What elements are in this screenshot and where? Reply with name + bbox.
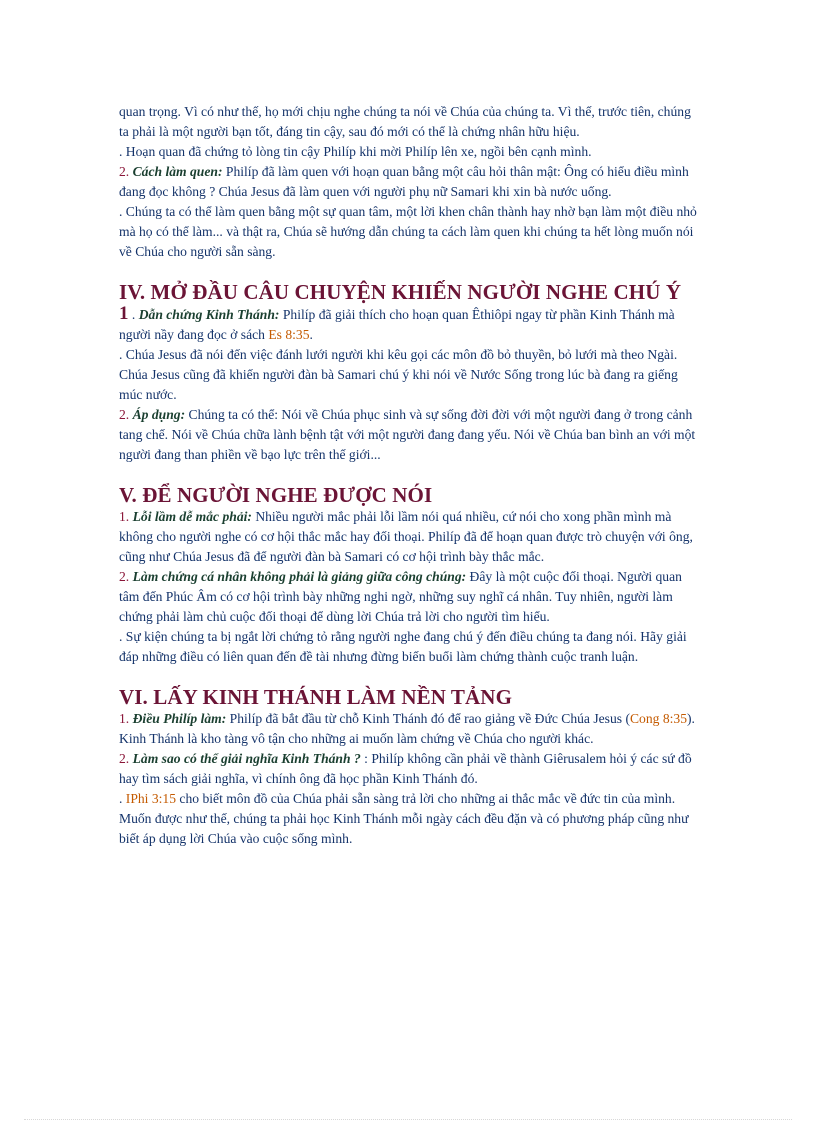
s5-paragraph-2 — [119, 567, 704, 627]
page-bottom-divider — [24, 1119, 792, 1120]
s6-paragraph-1: 1. Điều Philíp làm: Philíp đã bắt đầu từ chỗ Kinh Thánh đó để rao giảng về Đức Chúa Jesus (Cong 8:35). Kinh Thánh là kho tàng vô tận cho những ai muốn làm chứng về Chúa cho người khác. — [119, 711, 695, 746]
intro-paragraph-4: . Chúng ta có thể làm quen bằng một sự quan tâm, một lời khen chân thành hay nhờ bạn làm một điều nhỏ mà họ có thể làm... và thật ra, Chúa sẽ hướng dẫn chúng ta cách làm quen khi chúng ta hết lòng muốn nói về Chúa cho người sẵn sàng. — [119, 204, 697, 259]
item-text: : Philíp không cần phải về thành Giêrusalem hỏi ý các sứ đồ hay tìm sách giải nghĩa, vì chính ông đã học phần Kinh Thánh đó. — [119, 751, 692, 786]
s5-paragraph-1 — [119, 507, 704, 567]
item-label: Làm sao có thể giải nghĩa Kinh Thánh ? — [132, 751, 361, 766]
scripture-reference-link[interactable]: Es 8:35 — [268, 327, 310, 342]
item-number: 1 — [119, 303, 129, 324]
s4-paragraph-2: . Chúa Jesus đã nói đến việc đánh lưới người khi kêu gọi các môn đồ bỏ thuyền, bỏ lưới mà theo Ngài. Chúa Jesus cũng đã khiến người đàn bà Samari chú ý khi nói về Nước Sống trong lúc bà đang ra giếng múc nước. — [119, 347, 678, 402]
item-text: cho biết môn đồ của Chúa phải sẵn sàng trả lời cho những ai thắc mắc về đức tin của mình. Muốn được như thế, chúng ta phải học Kinh Thánh mỗi ngày cách đều đặn và có phương pháp cũng như biết áp dụng lời Chúa vào cuộc sống mình. — [119, 791, 689, 846]
s6-paragraph-2 — [119, 749, 704, 789]
item-number: 1. — [119, 711, 130, 726]
item-label: Điều Philíp làm: — [132, 711, 227, 726]
item-text: Đây là một cuộc đối thoại. Người quan tâm đến Phúc Âm có cơ hội trình bày những nghi ngờ, những suy nghĩ cá nhân. Tuy nhiên, người làm chứng phải làm chủ cuộc đối thoại để dùng lời Chúa trả lời cho người tìm hiểu. — [119, 569, 682, 624]
s4-paragraph-1: 1 . Dẫn chứng Kinh Thánh: Philíp đã giải thích cho hoạn quan Êthiôpi ngay từ phần Kinh Thánh mà người nầy đang đọc ở sách Es 8:35. — [119, 303, 675, 342]
item-label: Lỗi lầm dễ mắc phải: — [132, 509, 252, 524]
scripture-reference-link[interactable]: Cong 8:35 — [629, 711, 688, 726]
item-text: Philíp đã giải thích cho hoạn quan Êthiôpi ngay từ phần Kinh Thánh mà người nầy đang đọc ở sách — [119, 307, 675, 342]
s6-paragraph-3: . IPhi 3:15 cho biết môn đồ của Chúa phải sẵn sàng trả lời cho những ai thắc mắc về đức tin của mình. Muốn được như thế, chúng ta phải học Kinh Thánh mỗi ngày cách đều đặn và có phương pháp cũng như biết áp dụng lời Chúa vào cuộc sống mình. — [119, 791, 689, 846]
item-number: 2. — [119, 164, 130, 179]
section-heading-vi: VI. LẤY KINH THÁNH LÀM NỀN TẢNG — [119, 685, 513, 709]
scripture-reference-link[interactable]: IPhi 3:15 — [125, 791, 177, 806]
item-label: Dẫn chứng Kinh Thánh: — [138, 307, 280, 322]
item-number: 2. — [119, 407, 130, 422]
item-number: 1. — [119, 509, 130, 524]
section-heading-v: V. ĐỂ NGƯỜI NGHE ĐƯỢC NÓI — [119, 483, 433, 507]
s5-paragraph-3: . Sự kiện chúng ta bị ngắt lời chứng tỏ rằng người nghe đang chú ý đến điều chúng ta đang nói. Hãy giải đáp những điều có liên quan đến đề tài nhưng đừng biến buổi làm chứng thành cuộc tranh luận. — [119, 629, 687, 664]
intro-paragraph-2: . Hoạn quan đã chứng tỏ lòng tin cậy Philíp khi mời Philíp lên xe, ngồi bên cạnh mình. — [119, 144, 592, 159]
s4-paragraph-3 — [119, 405, 704, 465]
item-number: 2. — [119, 751, 130, 766]
item-text: Chúng ta có thể: Nói về Chúa phục sinh và sự sống đời đời với một người đang ở trong cảnh tang chế. Nói về Chúa chữa lành bệnh tật với một người đang đang yếu. Nói về Chúa ban bình an với một người đang than phiền về bạo lực trên thế giới... — [119, 407, 696, 462]
item-label: Cách làm quen: — [132, 164, 223, 179]
item-number: 2. — [119, 569, 130, 584]
item-label: Làm chứng cá nhân không phải là giảng giữa công chúng: — [132, 569, 467, 584]
document-page — [119, 102, 704, 849]
item-label: Áp dụng: — [132, 407, 186, 422]
item-text: Nhiều người mắc phải lỗi lầm nói quá nhiều, cứ nói cho xong phần mình mà không cho người nghe có cơ hội thắc mắc hay đối thoại. Philíp đã để hoạn quan được trò chuyện với ông, cũng như Chúa Jesus đã để người đàn bà Samari có cơ hội trình bày thắc mắc. — [119, 509, 693, 564]
item-text: Philíp đã làm quen với hoạn quan bằng một câu hỏi thân mật: Ông có hiểu điều mình đang đọc không ? Chúa Jesus đã làm quen với người phụ nữ Samari khi xin bà nước uống. — [119, 164, 689, 199]
section-heading-iv: IV. MỞ ĐẦU CÂU CHUYỆN KHIẾN NGƯỜI NGHE CHÚ Ý — [119, 280, 682, 304]
intro-paragraph-1: quan trọng. Vì có như thế, họ mới chịu nghe chúng ta nói về Chúa của chúng ta. Vì thế, trước tiên, chúng ta phải là một người bạn tốt, đáng tin cậy, sau đó mới có thể là chứng nhân hữu hiệu. — [119, 104, 691, 139]
item-text: Philíp đã bắt đầu từ chỗ Kinh Thánh đó để rao giảng về Đức Chúa Jesus ( — [226, 711, 630, 726]
intro-paragraph-3 — [119, 162, 704, 202]
